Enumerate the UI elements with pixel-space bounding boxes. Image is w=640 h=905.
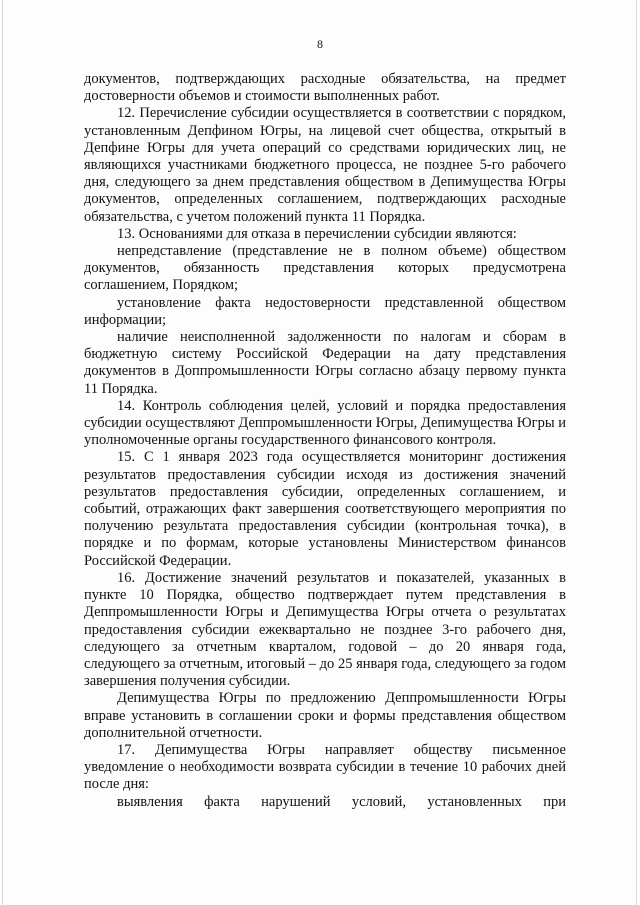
page-number: 8 bbox=[317, 37, 323, 51]
document-body bbox=[84, 71, 566, 811]
paragraph-15: 15. С 1 января 2023 года осуществляется мониторинг достижения результатов предоставления субсидии исходя из достижения значений результатов предоставления субсидии, определенных соглашением, и событий, отражающих факт завершения соответствующего мероприятия по получению результата предоставления субсидии (контрольная точка), в порядке и по формам, которые установлены Министерством финансов Российской Федерации. bbox=[84, 449, 566, 569]
paragraph-14: 14. Контроль соблюдения целей, условий и порядка предоставления субсидии осуществляют Деппромышленности Югры, Депимущества Югры и уполномоченные органы государственного финансового контроля. bbox=[84, 397, 566, 449]
paragraph-13: 13. Основаниями для отказа в перечислении субсидии являются: bbox=[117, 225, 517, 242]
paragraph-17: 17. Депимущества Югры направляет обществу письменное уведомление о необходимости возврата субсидии в течение 10 рабочих дней после дня: bbox=[84, 741, 566, 793]
paragraph-16-supplement: Депимущества Югры по предложению Деппромышленности Югры вправе установить в соглашении сроки и формы представления обществом дополнительной отчетности. bbox=[84, 690, 566, 741]
paragraph-13-item-1: непредставление (представление не в полном объеме) обществом документов, обязанность представления которых предусмотрена соглашением, Порядком; bbox=[84, 243, 566, 294]
paragraph-continuation: документов, подтверждающих расходные обязательства, на предмет достоверности объемов и стоимости выполненных работ. bbox=[84, 71, 566, 105]
paragraph-12: 12. Перечисление субсидии осуществляется в соответствии с порядком, установленным Депфином Югры, на лицевой счет общества, открытый в Депфине Югры для учета операций со средствами юридических лиц, не являющихся участниками бюджетного процесса, не позднее 5-го рабочего дня, следующего за днем представления обществом в Депимущества Югры документов, определенных соглашением, подтверждающих расходные обязательства, с учетом положений пункта 11 Порядка. bbox=[84, 105, 566, 225]
paragraph-16: 16. Достижение значений результатов и показателей, указанных в пункте 10 Порядка, общество подтверждает путем представления в Деппромышленности Югры и Депимущества Югры отчета о результатах предоставления субсидии ежеквартально не позднее 3-го рабочего дня, следующего за отчетным кварталом, годовой – до 20 января года, следующего за отчетным, итоговый – до 25 января года, следующего за годом завершения получения субсидии. bbox=[84, 569, 566, 690]
paragraph-13-item-3: наличие неисполненной задолженности по налогам и сборам в бюджетную систему Российской Федерации на дату представления документов в Доппромышленности Югры согласно абзацу первому пункта 11 Порядка. bbox=[84, 329, 566, 397]
paragraph-13-item-2: установление факта недостоверности представленной обществом информации; bbox=[84, 294, 566, 328]
paragraph-17-item-1: выявления факта нарушений условий, установленных при bbox=[117, 793, 566, 810]
